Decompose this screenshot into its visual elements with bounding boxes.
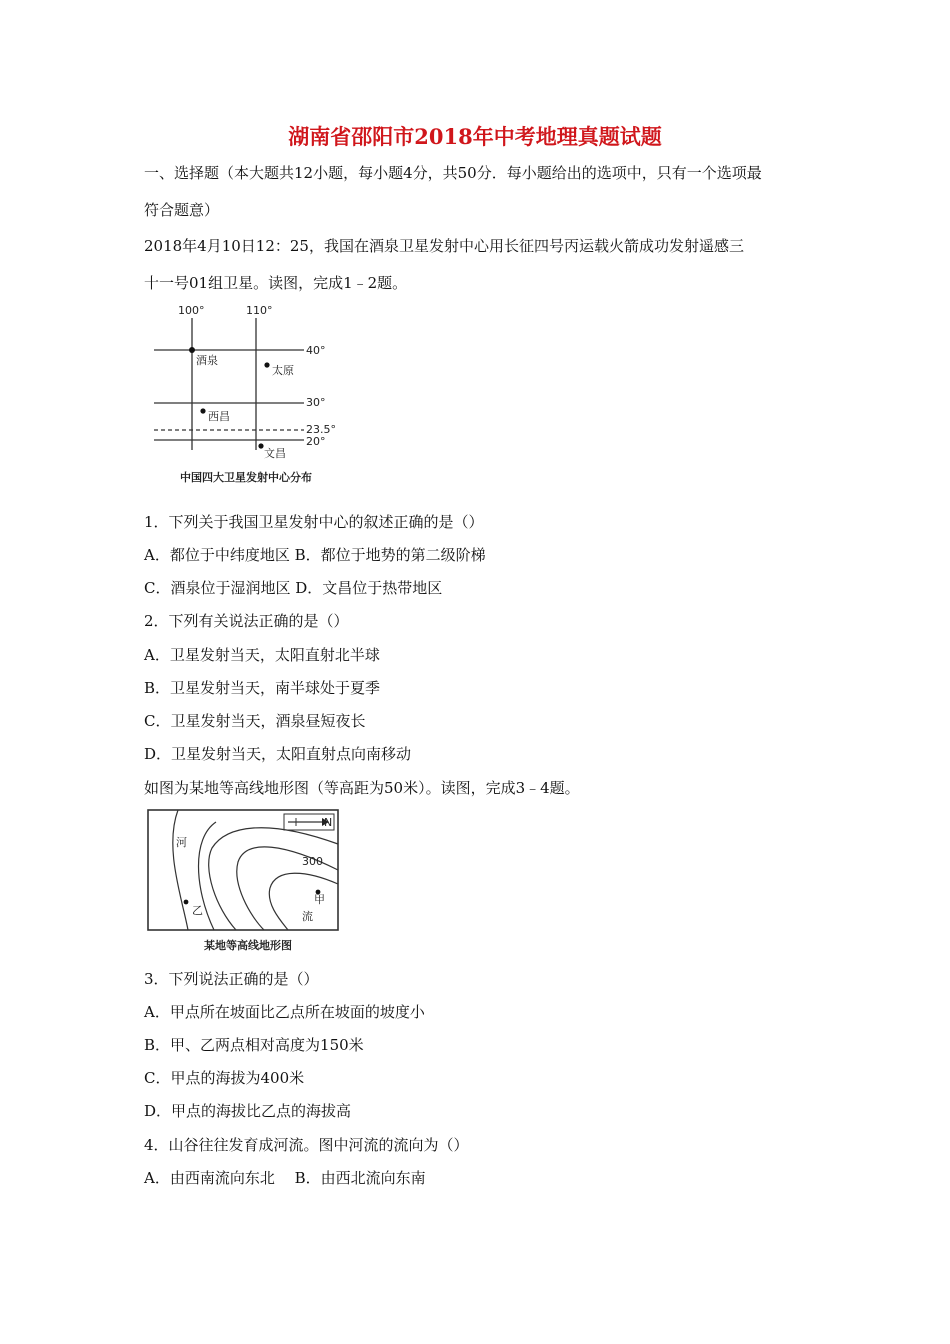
question-1: 1．下列关于我国卫星发射中心的叙述正确的是（） bbox=[144, 513, 484, 531]
page-title: 湖南省邵阳市2018年中考地理真题试题 bbox=[288, 124, 662, 149]
question-1-options-cd: C．酒泉位于湿润地区 D．文昌位于热带地区 bbox=[144, 579, 443, 597]
lon-110-label: 110° bbox=[246, 304, 273, 317]
passage-1: 2018年4月10日12：25，我国在酒泉卫星发射中心用长征四号丙运载火箭成功发射遥感三 bbox=[144, 237, 744, 255]
question-2-option-a: A．卫星发射当天，太阳直射北半球 bbox=[144, 646, 380, 664]
wenchang-label: 文昌 bbox=[264, 447, 286, 460]
map1-caption: 中国四大卫星发射中心分布 bbox=[180, 471, 312, 484]
xichang-label: 西昌 bbox=[208, 410, 230, 423]
question-4-options-ab: A．由西南流向东北 B．由西北流向东南 bbox=[144, 1169, 426, 1187]
lat-23-5-label: 23.5° bbox=[306, 423, 336, 436]
lon-100-label: 100° bbox=[178, 304, 205, 317]
contour-300-label: 300 bbox=[302, 855, 323, 868]
passage-2: 如图为某地等高线地形图（等高距为50米）。读图，完成3﹣4题。 bbox=[144, 779, 580, 797]
lat-40-label: 40° bbox=[306, 344, 326, 357]
question-3-option-d: D．甲点的海拔比乙点的海拔高 bbox=[144, 1102, 352, 1120]
question-2-option-c: C．卫星发射当天，酒泉昼短夜长 bbox=[144, 712, 366, 730]
contour-map bbox=[146, 808, 342, 956]
question-2-option-b: B．卫星发射当天，南半球处于夏季 bbox=[144, 679, 381, 697]
question-3: 3．下列说法正确的是（） bbox=[144, 970, 319, 988]
lat-20-label: 20° bbox=[306, 435, 326, 448]
section-instructions-cont: 符合题意） bbox=[144, 201, 220, 219]
question-3-option-b: B．甲、乙两点相对高度为150米 bbox=[144, 1036, 364, 1054]
river-char-he: 河 bbox=[176, 836, 187, 849]
jiuquan-label: 酒泉 bbox=[196, 354, 218, 367]
launch-centers-map bbox=[146, 298, 346, 490]
north-label: N bbox=[324, 816, 333, 829]
question-4: 4．山谷往往发育成河流。图中河流的流向为（） bbox=[144, 1136, 469, 1154]
point-jia-label: 甲 bbox=[314, 893, 325, 906]
lat-30-label: 30° bbox=[306, 396, 326, 409]
taiyuan-label: 太原 bbox=[272, 364, 294, 377]
point-yi-label: 乙 bbox=[192, 904, 203, 917]
question-3-option-c: C．甲点的海拔为400米 bbox=[144, 1069, 305, 1087]
question-2-option-d: D．卫星发射当天，太阳直射点向南移动 bbox=[144, 745, 412, 763]
question-1-options-ab: A．都位于中纬度地区 B．都位于地势的第二级阶梯 bbox=[144, 546, 486, 564]
question-2: 2．下列有关说法正确的是（） bbox=[144, 612, 349, 630]
question-3-option-a: A．甲点所在坡面比乙点所在坡面的坡度小 bbox=[144, 1003, 425, 1021]
section-instructions: 一、选择题（本大题共12小题，每小题4分，共50分．每小题给出的选项中，只有一个选项最 bbox=[144, 164, 762, 182]
map2-caption: 某地等高线地形图 bbox=[204, 939, 292, 952]
river-char-liu: 流 bbox=[302, 910, 313, 923]
passage-1-cont: 十一号01组卫星。读图，完成1﹣2题。 bbox=[144, 274, 408, 292]
